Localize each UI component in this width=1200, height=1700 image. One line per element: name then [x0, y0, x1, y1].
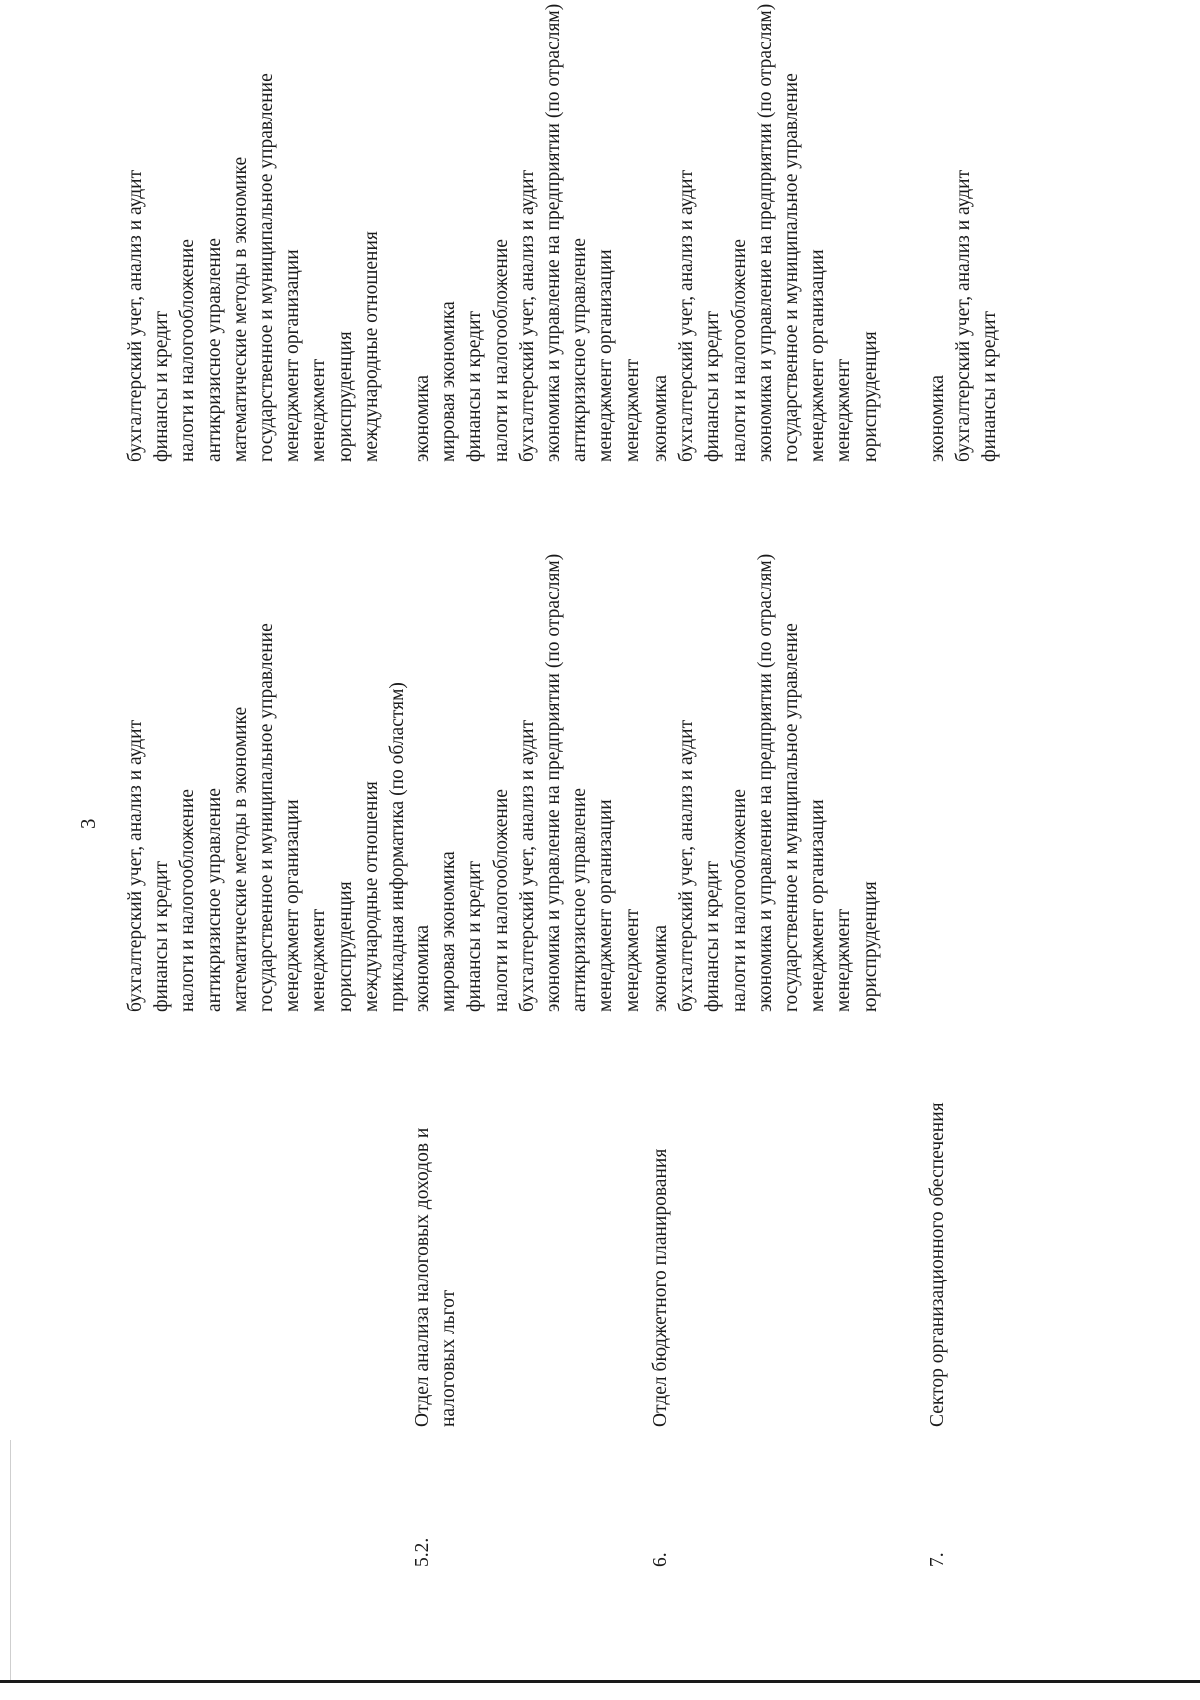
list-item: менеджмент [833, 358, 855, 462]
list-item: экономика и управление на предприятии (по отраслям) [754, 553, 776, 1012]
list-item: налоги и налогообложение [177, 789, 199, 1012]
list-item: юриспруденция [334, 881, 356, 1012]
list-item: финансы и кредит [702, 860, 724, 1012]
list-item: налоги и налогообложение [728, 239, 750, 462]
list-item: мировая экономика [438, 851, 460, 1012]
list-item: международные отношения [360, 231, 382, 462]
list-item: менеджмент организации [595, 799, 617, 1012]
page-number: 3 [76, 818, 100, 829]
list-item: государственное и муниципальное управление [256, 73, 278, 462]
specialties-column-2 [648, 0, 884, 462]
list-item: бухгалтерский учет, анализ и аудит [953, 169, 975, 462]
scan-edge-line [10, 1440, 11, 1680]
list-item: государственное и муниципальное управление [256, 623, 278, 1012]
specialties-column-2 [410, 0, 646, 462]
list-item: государственное и муниципальное управление [781, 623, 803, 1012]
department-name: Отдел бюджетного планирования [650, 1148, 671, 1427]
list-item: финансы и кредит [464, 310, 486, 462]
list-item: менеджмент организации [282, 799, 304, 1012]
list-item: юриспруденция [859, 881, 881, 1012]
list-item: менеджмент [308, 908, 330, 1012]
list-item: менеджмент [621, 358, 643, 462]
list-item: математические методы в экономике [229, 156, 251, 462]
list-item: юриспруденция [859, 331, 881, 462]
list-item: менеджмент [308, 358, 330, 462]
specialties-column-2 [123, 0, 385, 462]
list-item: финансы и кредит [702, 310, 724, 462]
list-item: налоги и налогообложение [177, 239, 199, 462]
list-item: экономика [412, 374, 433, 462]
list-item: антикризисное управление [569, 238, 591, 462]
list-item: бухгалтерский учет, анализ и аудит [125, 169, 146, 462]
list-item: мировая экономика [438, 301, 460, 462]
list-item: налоги и налогообложение [728, 789, 750, 1012]
list-item: математические методы в экономике [229, 706, 251, 1012]
row-number: 5.2. [412, 1537, 433, 1567]
list-item: бухгалтерский учет, анализ и аудит [676, 169, 698, 462]
list-item: международные отношения [360, 781, 382, 1012]
row-number: 6. [650, 1552, 671, 1567]
list-item: финансы и кредит [464, 860, 486, 1012]
list-item: экономика и управление на предприятии (по отраслям) [543, 3, 565, 462]
list-item: юриспруденция [334, 331, 356, 462]
list-item: менеджмент организации [595, 249, 617, 462]
list-item: бухгалтерский учет, анализ и аудит [516, 719, 538, 1012]
list-item: финансы и кредит [151, 310, 173, 462]
list-item: менеджмент организации [807, 249, 829, 462]
scan-edge-bar [0, 1680, 1200, 1700]
list-item: финансы и кредит [151, 860, 173, 1012]
list-item: экономика и управление на предприятии (по отраслям) [543, 553, 565, 1012]
department-name: Отдел анализа налоговых доходов и налоговых льгот [412, 1127, 460, 1427]
list-item: прикладная информатика (по областям) [387, 682, 409, 1012]
list-item: экономика [927, 374, 948, 462]
list-item: менеджмент организации [807, 799, 829, 1012]
list-item: антикризисное управление [203, 788, 225, 1012]
list-item: экономика [650, 374, 671, 462]
list-item: экономика и управление на предприятии (по отраслям) [754, 3, 776, 462]
list-item: налоги и налогообложение [490, 789, 512, 1012]
list-item: бухгалтерский учет, анализ и аудит [676, 719, 698, 1012]
list-item: экономика [412, 924, 433, 1012]
list-item: финансы и кредит [979, 310, 1001, 462]
list-item: менеджмент [621, 908, 643, 1012]
list-item: экономика [650, 924, 671, 1012]
list-item: антикризисное управление [203, 238, 225, 462]
list-item: налоги и налогообложение [490, 239, 512, 462]
list-item: менеджмент организации [282, 249, 304, 462]
specialties-column-2 [925, 0, 1004, 462]
row-number: 7. [927, 1552, 948, 1567]
list-item: менеджмент [833, 908, 855, 1012]
department-name: Сектор организационного обеспечения [927, 1102, 948, 1427]
list-item: государственное и муниципальное управление [781, 73, 803, 462]
list-item: бухгалтерский учет, анализ и аудит [125, 719, 146, 1012]
list-item: антикризисное управление [569, 788, 591, 1012]
list-item: бухгалтерский учет, анализ и аудит [516, 169, 538, 462]
